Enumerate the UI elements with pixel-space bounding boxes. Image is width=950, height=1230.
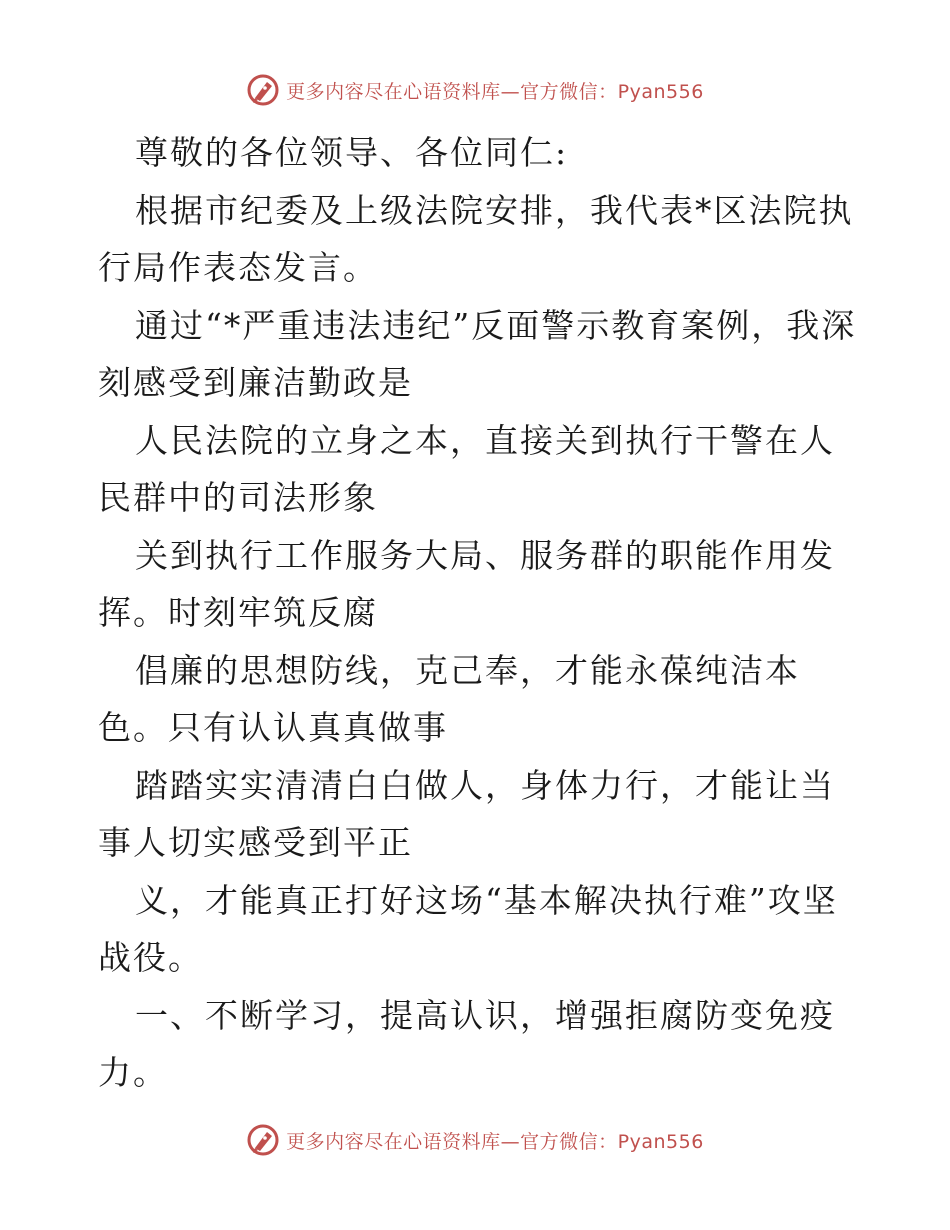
footer-banner-text: 更多内容尽在心语资料库—官方微信：Pyan556 bbox=[286, 1130, 704, 1153]
paragraph-2: 通过“*严重违法违纪”反面警示教育案例，我深刻感受到廉洁勤政是 bbox=[98, 305, 857, 402]
footer-banner bbox=[0, 1120, 950, 1160]
paragraph-5: 倡廉的思想防线，克己奉，才能永葆纯洁本色。只有认认真真做事 bbox=[98, 650, 800, 747]
paragraph-4: 关到执行工作服务大局、服务群的职能作用发挥。时刻牢筑反腐 bbox=[98, 535, 835, 632]
paragraph-1: 根据市纪委及上级法院安排，我代表*区法院执行局作表态发言。 bbox=[98, 190, 854, 287]
paragraph-3: 人民法院的立身之本，直接关到执行干警在人民群中的司法形象 bbox=[98, 420, 835, 517]
paragraph-salutation: 尊敬的各位领导、各位同仁: bbox=[135, 133, 569, 172]
header-banner bbox=[0, 70, 950, 110]
paragraph-7: 义，才能真正打好这场“基本解决执行难”攻坚战役。 bbox=[98, 880, 838, 977]
paragraph-6: 踏踏实实清清白白做人，身体力行，才能让当事人切实感受到平正 bbox=[98, 765, 835, 862]
document-body bbox=[98, 124, 858, 1102]
header-banner-text: 更多内容尽在心语资料库—官方微信：Pyan556 bbox=[286, 80, 704, 103]
pen-nib-logo-icon bbox=[246, 1123, 280, 1157]
section-heading-1: 一、不断学习，提高认识，增强拒腐防变免疫力。 bbox=[98, 995, 835, 1092]
pen-nib-logo-icon bbox=[246, 73, 280, 107]
